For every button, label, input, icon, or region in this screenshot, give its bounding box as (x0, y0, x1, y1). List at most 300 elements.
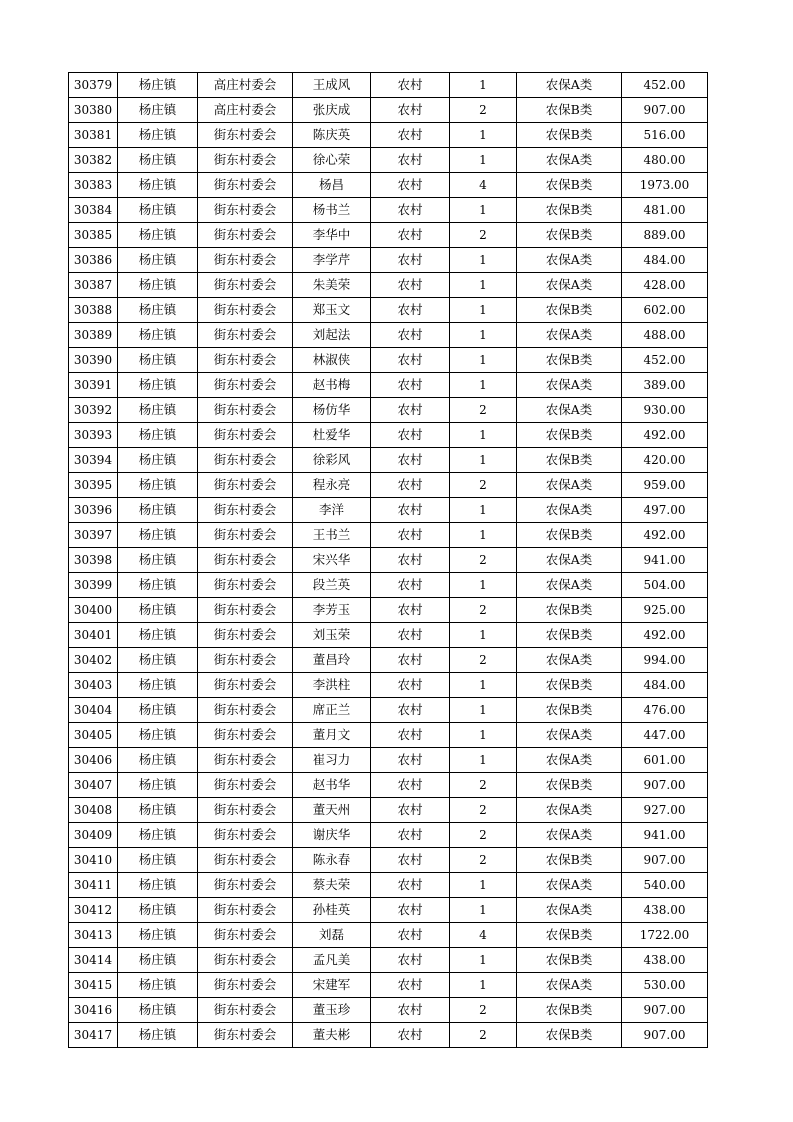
cell-village-committee: 街东村委会 (198, 348, 293, 373)
cell-town: 杨庄镇 (118, 398, 198, 423)
cell-household-size: 1 (450, 448, 517, 473)
cell-person-name: 程永亮 (293, 473, 371, 498)
table-row (69, 923, 708, 948)
cell-village-committee: 街东村委会 (198, 723, 293, 748)
cell-area-type: 农村 (371, 848, 450, 873)
cell-insurance-category: 农保B类 (517, 348, 622, 373)
cell-insurance-category: 农保B类 (517, 948, 622, 973)
cell-area-type: 农村 (371, 298, 450, 323)
cell-village-committee: 街东村委会 (198, 448, 293, 473)
table-row (69, 848, 708, 873)
cell-person-name: 董月文 (293, 723, 371, 748)
cell-village-committee: 街东村委会 (198, 748, 293, 773)
cell-household-size: 4 (450, 923, 517, 948)
cell-town: 杨庄镇 (118, 798, 198, 823)
cell-person-name: 董夫彬 (293, 1023, 371, 1048)
cell-person-name: 李学芹 (293, 248, 371, 273)
cell-person-name: 董天州 (293, 798, 371, 823)
cell-village-committee: 街东村委会 (198, 198, 293, 223)
table-row (69, 698, 708, 723)
cell-area-type: 农村 (371, 548, 450, 573)
table-row (69, 223, 708, 248)
cell-record-id: 30387 (69, 273, 118, 298)
cell-household-size: 2 (450, 223, 517, 248)
cell-town: 杨庄镇 (118, 773, 198, 798)
cell-household-size: 2 (450, 98, 517, 123)
cell-village-committee: 街东村委会 (198, 298, 293, 323)
cell-insurance-category: 农保B类 (517, 598, 622, 623)
table-row (69, 598, 708, 623)
cell-amount: 516.00 (622, 123, 708, 148)
cell-area-type: 农村 (371, 773, 450, 798)
table-row (69, 873, 708, 898)
cell-town: 杨庄镇 (118, 623, 198, 648)
cell-household-size: 1 (450, 723, 517, 748)
cell-record-id: 30379 (69, 73, 118, 98)
cell-household-size: 4 (450, 173, 517, 198)
cell-village-committee: 街东村委会 (198, 123, 293, 148)
cell-household-size: 1 (450, 323, 517, 348)
cell-area-type: 农村 (371, 873, 450, 898)
table-row (69, 798, 708, 823)
cell-village-committee: 街东村委会 (198, 548, 293, 573)
cell-person-name: 杨书兰 (293, 198, 371, 223)
cell-household-size: 1 (450, 898, 517, 923)
cell-amount: 488.00 (622, 323, 708, 348)
cell-amount: 530.00 (622, 973, 708, 998)
cell-insurance-category: 农保B类 (517, 773, 622, 798)
cell-household-size: 1 (450, 298, 517, 323)
cell-insurance-category: 农保B类 (517, 998, 622, 1023)
cell-person-name: 刘玉荣 (293, 623, 371, 648)
cell-area-type: 农村 (371, 1023, 450, 1048)
table-row (69, 823, 708, 848)
cell-record-id: 30384 (69, 198, 118, 223)
cell-person-name: 杜爱华 (293, 423, 371, 448)
cell-record-id: 30412 (69, 898, 118, 923)
cell-village-committee: 街东村委会 (198, 398, 293, 423)
cell-area-type: 农村 (371, 73, 450, 98)
cell-town: 杨庄镇 (118, 348, 198, 373)
cell-village-committee: 街东村委会 (198, 473, 293, 498)
cell-person-name: 林淑侠 (293, 348, 371, 373)
cell-insurance-category: 农保A类 (517, 973, 622, 998)
cell-village-committee: 街东村委会 (198, 948, 293, 973)
table-row (69, 723, 708, 748)
cell-town: 杨庄镇 (118, 423, 198, 448)
table-row (69, 123, 708, 148)
cell-record-id: 30388 (69, 298, 118, 323)
cell-person-name: 宋兴华 (293, 548, 371, 573)
cell-household-size: 2 (450, 823, 517, 848)
cell-person-name: 陈庆英 (293, 123, 371, 148)
cell-town: 杨庄镇 (118, 298, 198, 323)
cell-area-type: 农村 (371, 673, 450, 698)
cell-insurance-category: 农保B类 (517, 523, 622, 548)
cell-household-size: 2 (450, 548, 517, 573)
cell-village-committee: 街东村委会 (198, 148, 293, 173)
cell-household-size: 1 (450, 623, 517, 648)
cell-insurance-category: 农保B类 (517, 1023, 622, 1048)
table-row (69, 273, 708, 298)
cell-village-committee: 街东村委会 (198, 173, 293, 198)
cell-insurance-category: 农保A类 (517, 273, 622, 298)
table-row (69, 548, 708, 573)
table-row (69, 773, 708, 798)
cell-insurance-category: 农保A类 (517, 323, 622, 348)
cell-insurance-category: 农保B类 (517, 448, 622, 473)
cell-household-size: 1 (450, 873, 517, 898)
cell-town: 杨庄镇 (118, 698, 198, 723)
cell-amount: 476.00 (622, 698, 708, 723)
cell-amount: 452.00 (622, 348, 708, 373)
cell-person-name: 孟凡美 (293, 948, 371, 973)
cell-person-name: 朱美荣 (293, 273, 371, 298)
cell-area-type: 农村 (371, 723, 450, 748)
cell-town: 杨庄镇 (118, 873, 198, 898)
cell-amount: 959.00 (622, 473, 708, 498)
cell-record-id: 30414 (69, 948, 118, 973)
cell-insurance-category: 农保A类 (517, 748, 622, 773)
cell-amount: 540.00 (622, 873, 708, 898)
cell-town: 杨庄镇 (118, 373, 198, 398)
cell-insurance-category: 农保B类 (517, 98, 622, 123)
cell-insurance-category: 农保B类 (517, 298, 622, 323)
cell-amount: 428.00 (622, 273, 708, 298)
cell-area-type: 农村 (371, 798, 450, 823)
cell-household-size: 1 (450, 698, 517, 723)
cell-person-name: 张庆成 (293, 98, 371, 123)
table-row (69, 348, 708, 373)
cell-person-name: 刘起法 (293, 323, 371, 348)
cell-amount: 1722.00 (622, 923, 708, 948)
table-row (69, 948, 708, 973)
table-row (69, 248, 708, 273)
cell-amount: 907.00 (622, 848, 708, 873)
cell-insurance-category: 农保B类 (517, 923, 622, 948)
cell-village-committee: 街东村委会 (198, 773, 293, 798)
table-row (69, 298, 708, 323)
cell-town: 杨庄镇 (118, 923, 198, 948)
cell-town: 杨庄镇 (118, 948, 198, 973)
cell-record-id: 30403 (69, 673, 118, 698)
cell-person-name: 徐心荣 (293, 148, 371, 173)
cell-household-size: 1 (450, 673, 517, 698)
cell-insurance-category: 农保A类 (517, 873, 622, 898)
cell-village-committee: 街东村委会 (198, 498, 293, 523)
cell-person-name: 段兰英 (293, 573, 371, 598)
cell-person-name: 陈永春 (293, 848, 371, 873)
cell-person-name: 赵书梅 (293, 373, 371, 398)
cell-town: 杨庄镇 (118, 273, 198, 298)
cell-household-size: 2 (450, 598, 517, 623)
cell-insurance-category: 农保B类 (517, 673, 622, 698)
cell-village-committee: 街东村委会 (198, 823, 293, 848)
cell-village-committee: 高庄村委会 (198, 73, 293, 98)
cell-insurance-category: 农保A类 (517, 648, 622, 673)
cell-area-type: 农村 (371, 98, 450, 123)
cell-record-id: 30396 (69, 498, 118, 523)
cell-insurance-category: 农保A类 (517, 473, 622, 498)
cell-record-id: 30407 (69, 773, 118, 798)
cell-area-type: 农村 (371, 398, 450, 423)
cell-area-type: 农村 (371, 273, 450, 298)
cell-village-committee: 高庄村委会 (198, 98, 293, 123)
cell-household-size: 1 (450, 273, 517, 298)
cell-area-type: 农村 (371, 348, 450, 373)
cell-amount: 480.00 (622, 148, 708, 173)
cell-village-committee: 街东村委会 (198, 423, 293, 448)
cell-record-id: 30391 (69, 373, 118, 398)
cell-area-type: 农村 (371, 173, 450, 198)
cell-area-type: 农村 (371, 448, 450, 473)
cell-village-committee: 街东村委会 (198, 998, 293, 1023)
cell-area-type: 农村 (371, 423, 450, 448)
cell-household-size: 1 (450, 973, 517, 998)
cell-insurance-category: 农保B类 (517, 198, 622, 223)
cell-amount: 492.00 (622, 623, 708, 648)
cell-amount: 492.00 (622, 523, 708, 548)
cell-area-type: 农村 (371, 123, 450, 148)
cell-town: 杨庄镇 (118, 998, 198, 1023)
cell-village-committee: 街东村委会 (198, 673, 293, 698)
table-row (69, 623, 708, 648)
cell-town: 杨庄镇 (118, 148, 198, 173)
cell-record-id: 30408 (69, 798, 118, 823)
cell-town: 杨庄镇 (118, 473, 198, 498)
cell-record-id: 30385 (69, 223, 118, 248)
cell-village-committee: 街东村委会 (198, 648, 293, 673)
table-row (69, 1023, 708, 1048)
roster-table (68, 72, 708, 1048)
cell-town: 杨庄镇 (118, 498, 198, 523)
cell-town: 杨庄镇 (118, 198, 198, 223)
cell-record-id: 30383 (69, 173, 118, 198)
cell-record-id: 30395 (69, 473, 118, 498)
cell-record-id: 30400 (69, 598, 118, 623)
cell-amount: 941.00 (622, 548, 708, 573)
cell-household-size: 1 (450, 123, 517, 148)
cell-insurance-category: 农保A类 (517, 148, 622, 173)
cell-insurance-category: 农保A类 (517, 798, 622, 823)
cell-amount: 889.00 (622, 223, 708, 248)
cell-area-type: 农村 (371, 598, 450, 623)
cell-household-size: 2 (450, 848, 517, 873)
cell-town: 杨庄镇 (118, 173, 198, 198)
cell-amount: 907.00 (622, 98, 708, 123)
cell-amount: 452.00 (622, 73, 708, 98)
cell-amount: 497.00 (622, 498, 708, 523)
cell-insurance-category: 农保A类 (517, 498, 622, 523)
cell-insurance-category: 农保B类 (517, 123, 622, 148)
cell-household-size: 1 (450, 423, 517, 448)
cell-area-type: 农村 (371, 948, 450, 973)
cell-town: 杨庄镇 (118, 523, 198, 548)
cell-town: 杨庄镇 (118, 73, 198, 98)
cell-village-committee: 街东村委会 (198, 248, 293, 273)
cell-amount: 389.00 (622, 373, 708, 398)
cell-insurance-category: 农保B类 (517, 698, 622, 723)
cell-village-committee: 街东村委会 (198, 1023, 293, 1048)
cell-record-id: 30411 (69, 873, 118, 898)
cell-village-committee: 街东村委会 (198, 523, 293, 548)
cell-amount: 930.00 (622, 398, 708, 423)
cell-person-name: 李洋 (293, 498, 371, 523)
cell-household-size: 2 (450, 398, 517, 423)
table-row (69, 173, 708, 198)
cell-village-committee: 街东村委会 (198, 273, 293, 298)
cell-insurance-category: 农保B类 (517, 173, 622, 198)
cell-area-type: 农村 (371, 898, 450, 923)
cell-area-type: 农村 (371, 998, 450, 1023)
cell-household-size: 1 (450, 748, 517, 773)
cell-insurance-category: 农保B类 (517, 423, 622, 448)
cell-record-id: 30386 (69, 248, 118, 273)
cell-area-type: 农村 (371, 623, 450, 648)
cell-town: 杨庄镇 (118, 973, 198, 998)
cell-amount: 927.00 (622, 798, 708, 823)
cell-household-size: 1 (450, 73, 517, 98)
cell-person-name: 孙桂英 (293, 898, 371, 923)
cell-amount: 481.00 (622, 198, 708, 223)
cell-household-size: 1 (450, 573, 517, 598)
cell-village-committee: 街东村委会 (198, 923, 293, 948)
cell-amount: 447.00 (622, 723, 708, 748)
cell-household-size: 1 (450, 248, 517, 273)
cell-record-id: 30397 (69, 523, 118, 548)
cell-village-committee: 街东村委会 (198, 973, 293, 998)
table-row (69, 198, 708, 223)
cell-record-id: 30417 (69, 1023, 118, 1048)
cell-record-id: 30416 (69, 998, 118, 1023)
cell-household-size: 2 (450, 648, 517, 673)
cell-record-id: 30380 (69, 98, 118, 123)
cell-record-id: 30393 (69, 423, 118, 448)
cell-person-name: 杨仿华 (293, 398, 371, 423)
cell-insurance-category: 农保A类 (517, 373, 622, 398)
cell-town: 杨庄镇 (118, 573, 198, 598)
cell-town: 杨庄镇 (118, 673, 198, 698)
cell-household-size: 1 (450, 198, 517, 223)
cell-town: 杨庄镇 (118, 598, 198, 623)
cell-record-id: 30406 (69, 748, 118, 773)
table-row (69, 898, 708, 923)
cell-record-id: 30401 (69, 623, 118, 648)
cell-amount: 994.00 (622, 648, 708, 673)
cell-area-type: 农村 (371, 648, 450, 673)
cell-area-type: 农村 (371, 198, 450, 223)
table-row (69, 448, 708, 473)
cell-household-size: 2 (450, 998, 517, 1023)
cell-town: 杨庄镇 (118, 98, 198, 123)
cell-person-name: 李华中 (293, 223, 371, 248)
cell-amount: 601.00 (622, 748, 708, 773)
cell-village-committee: 街东村委会 (198, 798, 293, 823)
cell-town: 杨庄镇 (118, 723, 198, 748)
cell-town: 杨庄镇 (118, 823, 198, 848)
cell-area-type: 农村 (371, 823, 450, 848)
cell-amount: 941.00 (622, 823, 708, 848)
table-row (69, 98, 708, 123)
cell-area-type: 农村 (371, 223, 450, 248)
cell-record-id: 30415 (69, 973, 118, 998)
cell-village-committee: 街东村委会 (198, 698, 293, 723)
cell-record-id: 30404 (69, 698, 118, 723)
cell-record-id: 30392 (69, 398, 118, 423)
cell-record-id: 30399 (69, 573, 118, 598)
cell-household-size: 1 (450, 523, 517, 548)
cell-town: 杨庄镇 (118, 448, 198, 473)
cell-town: 杨庄镇 (118, 648, 198, 673)
cell-village-committee: 街东村委会 (198, 223, 293, 248)
cell-person-name: 李芳玉 (293, 598, 371, 623)
table-row (69, 473, 708, 498)
table-row (69, 998, 708, 1023)
cell-household-size: 2 (450, 798, 517, 823)
cell-amount: 602.00 (622, 298, 708, 323)
cell-insurance-category: 农保A类 (517, 548, 622, 573)
cell-household-size: 2 (450, 773, 517, 798)
cell-person-name: 董玉珍 (293, 998, 371, 1023)
cell-amount: 492.00 (622, 423, 708, 448)
cell-area-type: 农村 (371, 473, 450, 498)
table-row (69, 573, 708, 598)
table-row (69, 973, 708, 998)
roster-body (69, 73, 708, 1048)
cell-record-id: 30398 (69, 548, 118, 573)
cell-amount: 504.00 (622, 573, 708, 598)
cell-amount: 1973.00 (622, 173, 708, 198)
cell-insurance-category: 农保B类 (517, 223, 622, 248)
cell-amount: 438.00 (622, 948, 708, 973)
cell-area-type: 农村 (371, 973, 450, 998)
cell-person-name: 董昌玲 (293, 648, 371, 673)
cell-record-id: 30389 (69, 323, 118, 348)
cell-town: 杨庄镇 (118, 848, 198, 873)
cell-person-name: 席正兰 (293, 698, 371, 723)
cell-insurance-category: 农保A类 (517, 898, 622, 923)
cell-village-committee: 街东村委会 (198, 598, 293, 623)
table-row (69, 748, 708, 773)
cell-record-id: 30409 (69, 823, 118, 848)
cell-amount: 484.00 (622, 673, 708, 698)
cell-insurance-category: 农保A类 (517, 573, 622, 598)
cell-household-size: 1 (450, 373, 517, 398)
cell-area-type: 农村 (371, 148, 450, 173)
table-row (69, 498, 708, 523)
cell-area-type: 农村 (371, 498, 450, 523)
cell-insurance-category: 农保A类 (517, 823, 622, 848)
cell-amount: 907.00 (622, 998, 708, 1023)
cell-person-name: 崔习力 (293, 748, 371, 773)
cell-area-type: 农村 (371, 748, 450, 773)
cell-insurance-category: 农保A类 (517, 398, 622, 423)
cell-household-size: 1 (450, 948, 517, 973)
cell-person-name: 赵书华 (293, 773, 371, 798)
cell-village-committee: 街东村委会 (198, 898, 293, 923)
cell-village-committee: 街东村委会 (198, 623, 293, 648)
table-row (69, 648, 708, 673)
cell-amount: 484.00 (622, 248, 708, 273)
cell-area-type: 农村 (371, 523, 450, 548)
cell-household-size: 1 (450, 498, 517, 523)
cell-amount: 907.00 (622, 773, 708, 798)
cell-town: 杨庄镇 (118, 123, 198, 148)
cell-village-committee: 街东村委会 (198, 323, 293, 348)
cell-person-name: 徐彩风 (293, 448, 371, 473)
cell-town: 杨庄镇 (118, 898, 198, 923)
cell-village-committee: 街东村委会 (198, 573, 293, 598)
